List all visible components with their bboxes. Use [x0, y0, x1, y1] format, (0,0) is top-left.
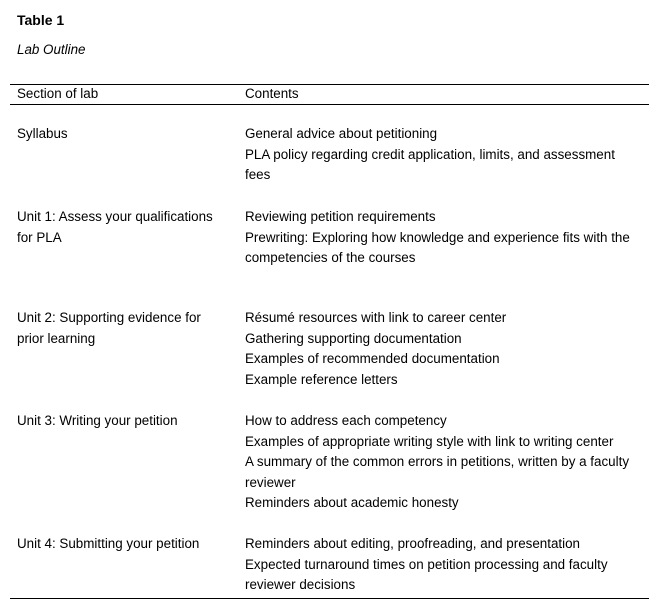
- contents-cell: [245, 207, 645, 269]
- contents-line: Examples of recommended documentation: [245, 351, 500, 367]
- contents-line: A summary of the common errors in petitions, written by a faculty: [245, 454, 630, 470]
- contents-line: reviewer decisions: [245, 577, 356, 593]
- contents-line: Expected turnaround times on petition processing and faculty: [245, 556, 608, 572]
- section-text: for PLA: [17, 229, 62, 245]
- header-contents: Contents: [245, 86, 299, 101]
- contents-line: Reminders about academic honesty: [245, 495, 459, 511]
- section-cell: [17, 411, 232, 432]
- section-text: Unit 2: Supporting evidence for: [17, 310, 201, 325]
- contents-line: General advice about petitioning: [245, 126, 438, 141]
- contents-line: Reviewing petition requirements: [245, 209, 436, 224]
- section-cell: [17, 308, 232, 349]
- contents-cell: [245, 308, 645, 390]
- bottom-rule: [10, 598, 649, 599]
- contents-cell: [245, 411, 645, 514]
- contents-line: Résumé resources with link to career center: [245, 310, 507, 325]
- contents-line: reviewer: [245, 474, 296, 490]
- section-text: Unit 3: Writing your petition: [17, 413, 178, 428]
- contents-line: fees: [245, 167, 271, 183]
- section-text: Unit 1: Assess your qualifications: [17, 209, 213, 224]
- section-text: Syllabus: [17, 126, 68, 141]
- section-text: prior learning: [17, 330, 96, 346]
- header-section: Section of lab: [17, 86, 99, 101]
- contents-cell: [245, 534, 645, 596]
- contents-line: Examples of appropriate writing style with link to writing center: [245, 433, 614, 449]
- top-rule: [10, 84, 649, 85]
- contents-line: Gathering supporting documentation: [245, 330, 462, 346]
- contents-line: PLA policy regarding credit application, limits, and assessment: [245, 146, 615, 162]
- table-title: Lab Outline: [17, 42, 86, 57]
- contents-line: How to address each competency: [245, 413, 447, 428]
- section-cell: [17, 207, 232, 248]
- contents-line: competencies of the courses: [245, 250, 416, 266]
- section-text: Unit 4: Submitting your petition: [17, 536, 200, 551]
- contents-line: Example reference letters: [245, 371, 398, 387]
- contents-line: Reminders about editing, proofreading, and presentation: [245, 536, 580, 551]
- contents-cell: [245, 124, 645, 186]
- contents-line: Prewriting: Exploring how knowledge and experience fits with the: [245, 229, 630, 245]
- section-cell: [17, 124, 232, 145]
- table-label: Table 1: [17, 12, 65, 28]
- header-rule: [10, 104, 649, 105]
- section-cell: [17, 534, 232, 555]
